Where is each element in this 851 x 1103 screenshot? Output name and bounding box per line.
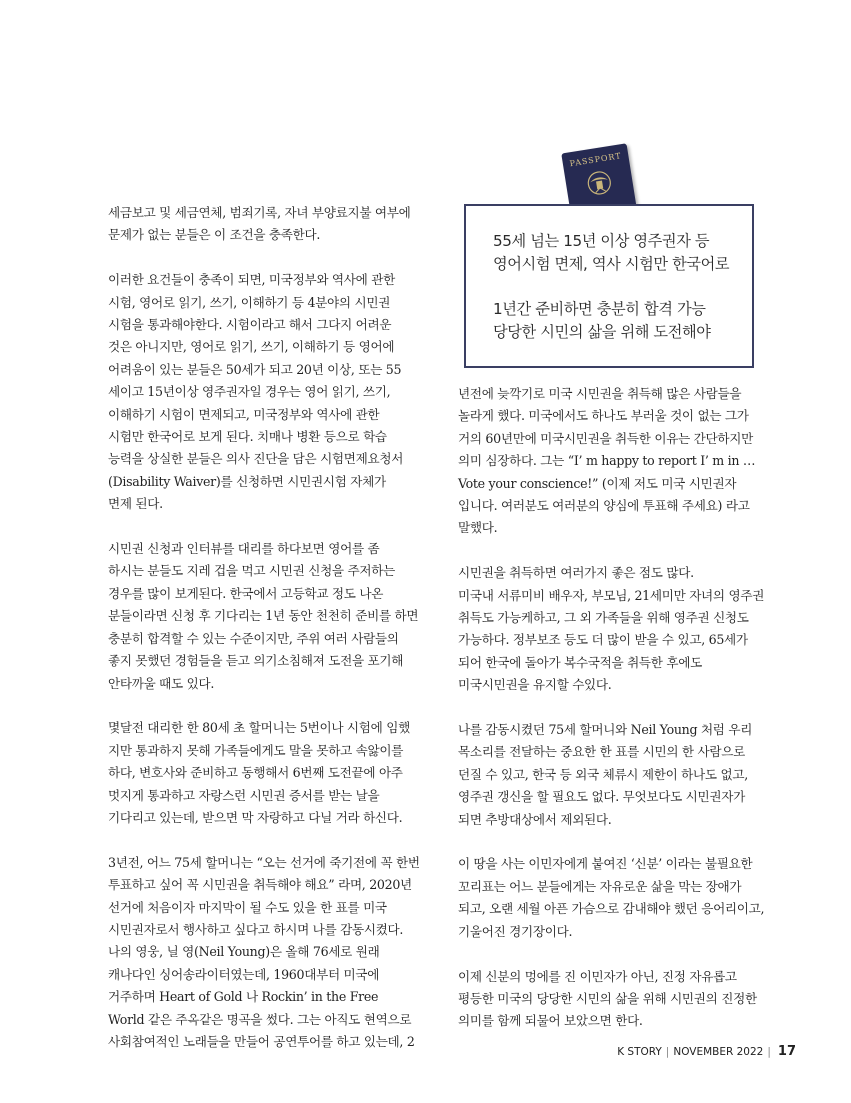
text-line: 미국내 서류미비 배우자, 부모님, 21세미만 자녀의 영주권 <box>458 587 765 603</box>
text-line: World 같은 주옥같은 명곡을 썼다. 그는 아직도 현역으로 <box>108 1011 412 1027</box>
text-line: 꼬리표는 어느 분들에게는 자유로운 삶을 막는 장애가 <box>458 878 742 894</box>
paragraph <box>458 966 768 1033</box>
paragraph <box>108 202 428 247</box>
paragraph <box>458 383 768 540</box>
paragraph <box>108 852 428 1054</box>
text-line: 선거에 처음이자 마지막이 될 수도 있을 한 표를 미국 <box>108 899 387 915</box>
text-line: 이 땅을 사는 이민자에게 붙여진 ‘신분’ 이라는 불필요한 <box>458 856 753 872</box>
magazine-name: K STORY <box>617 1046 662 1058</box>
text-line: 세이고 15년이상 영주권자일 경우는 영어 읽기, 쓰기, <box>108 384 391 400</box>
text-line: 놀라게 했다. 미국에서도 하나도 부러울 것이 없는 그가 <box>458 408 749 424</box>
text-line: 멋지게 통과하고 자랑스런 시민권 증서를 받는 날을 <box>108 787 380 803</box>
text-line: 경우를 많이 보게된다. 한국에서 고등학교 정도 나온 <box>108 585 384 601</box>
paragraph <box>458 562 768 696</box>
pull-quote-line-4: 당당한 시민의 삶을 위해 도전해야 <box>493 323 711 341</box>
text-line: 년전에 늦깍기로 미국 시민권을 취득해 많은 사람들을 <box>458 386 742 401</box>
text-line: 이해하기 시험이 면제되고, 미국정부와 역사에 관한 <box>108 406 380 422</box>
text-line: 입니다. 여러분도 여러분의 양심에 투표해 주세요) 라고 <box>458 498 750 514</box>
text-line: 사회참여적인 노래들을 만들어 공연투어를 하고 있는데, 2 <box>108 1033 415 1049</box>
text-line: 것은 아니지만, 영어로 읽기, 쓰기, 이해하기 등 영어에 <box>108 339 395 355</box>
text-line: 하시는 분들도 지레 겁을 먹고 시민권 신청을 주저하는 <box>108 563 395 579</box>
text-line: 말했다. <box>458 520 498 536</box>
footer-divider: | <box>665 1046 670 1058</box>
text-line: 문제가 없는 분들은 이 조건을 충족한다. <box>108 227 321 243</box>
text-line: 시민권자로서 행사하고 싶다고 하시며 나를 감동시켰다. <box>108 921 404 937</box>
eagle-emblem-icon <box>582 166 616 200</box>
page-number: 17 <box>777 1044 796 1059</box>
text-line: 목소리를 전달하는 중요한 한 표를 시민의 한 사람으로 <box>458 744 745 760</box>
paragraph <box>108 269 428 515</box>
text-line: 던질 수 있고, 한국 등 외국 체류시 제한이 하나도 없고, <box>458 766 748 782</box>
footer-divider: | <box>767 1046 771 1058</box>
text-line: 미국시민권을 유지할 수있다. <box>458 677 612 693</box>
text-line: 평등한 미국의 당당한 시민의 삶을 위해 시민권의 진정한 <box>458 990 757 1006</box>
text-line: 나의 영웅, 닐 영(Neil Young)은 올해 76세로 원래 <box>108 944 380 960</box>
text-line: 영주권 갱신을 할 필요도 없다. 무엇보다도 시민권자가 <box>458 789 745 805</box>
text-line: 되면 추방대상에서 제외된다. <box>458 811 612 827</box>
text-line: 이러한 요건들이 충족이 되면, 미국정부와 역사에 관한 <box>108 272 395 288</box>
text-line: 취득도 가능케하고, 그 외 가족들을 위해 영주권 신청도 <box>458 610 749 626</box>
page-footer <box>617 1044 796 1059</box>
text-line: 기울어진 경기장이다. <box>458 923 573 939</box>
right-column <box>458 383 768 1055</box>
paragraph <box>458 719 768 831</box>
text-line: 시민권 신청과 인터뷰를 대리를 하다보면 영어를 좀 <box>108 541 380 557</box>
text-line: 면제 된다. <box>108 496 163 512</box>
paragraph <box>458 853 768 943</box>
issue-date: NOVEMBER 2022 <box>673 1046 764 1058</box>
text-line: 시험을 통과해야한다. 시험이라고 해서 그다지 어려운 <box>108 317 392 333</box>
text-line: 3년전, 어느 75세 할머니는 “오는 선거에 죽기전에 꼭 한번 <box>108 854 420 870</box>
text-line: 의미를 함께 되물어 보았으면 한다. <box>458 1013 643 1029</box>
pull-quote-box <box>464 204 754 368</box>
pull-quote-line-1: 55세 넘는 15년 이상 영주권자 등 <box>493 232 710 250</box>
text-line: 기다리고 있는데, 받으면 막 자랑하고 다닐 거라 하신다. <box>108 809 403 825</box>
text-line: 능력을 상실한 분들은 의사 진단을 담은 시험면제요청서 <box>108 451 404 467</box>
text-line: 캐나다인 싱어송라이터였는데, 1960대부터 미국에 <box>108 966 380 982</box>
text-line: 의미 심장하다. 그는 “I’ m happy to report I’ m in … <box>458 453 756 469</box>
text-line: 지만 통과하지 못해 가족들에게도 말을 못하고 속앓이를 <box>108 742 404 758</box>
pull-quote-line-2: 영어시험 면제, 역사 시험만 한국어로 <box>493 255 730 273</box>
text-line: 몇달전 대리한 한 80세 초 할머니는 5번이나 시험에 임했 <box>108 720 410 736</box>
text-line: 시험만 한국어로 보게 된다. 치매나 병환 등으로 학습 <box>108 429 387 445</box>
text-line: 되고, 오랜 세월 아픈 가슴으로 감내해야 했던 응어리이고, <box>458 901 765 917</box>
text-line: 분들이라면 신청 후 기다리는 1년 동안 천천히 준비를 하면 <box>108 608 419 624</box>
text-line: 이제 신분의 멍에를 진 이민자가 아닌, 진정 자유롭고 <box>458 968 737 984</box>
paragraph <box>108 538 428 695</box>
text-line: Vote your conscience!” (이제 저도 미국 시민권자 <box>458 475 737 491</box>
text-line: 가능하다. 정부보조 등도 더 많이 받을 수 있고, 65세가 <box>458 632 748 648</box>
paragraph <box>108 717 428 829</box>
text-line: 시민권을 취득하면 여러가지 좋은 점도 많다. <box>458 565 694 581</box>
text-line: 하다, 변호사와 준비하고 동행해서 6번째 도전끝에 아주 <box>108 765 403 781</box>
text-line: 되어 한국에 돌아가 복수국적을 취득한 후에도 <box>458 654 702 670</box>
passport-label: PASSPORT <box>569 151 623 169</box>
text-line: 안타까울 때도 있다. <box>108 675 215 691</box>
text-line: 거의 60년만에 미국시민권을 취득한 이유는 간단하지만 <box>458 430 753 446</box>
pull-quote-line-3: 1년간 준비하면 충분히 합격 가능 <box>493 300 706 318</box>
text-line: 시험, 영어로 읽기, 쓰기, 이해하기 등 4분야의 시민권 <box>108 294 391 310</box>
text-line: 투표하고 싶어 꼭 시민권을 취득해야 해요” 라며, 2020년 <box>108 877 412 893</box>
text-line: 좋지 못했던 경험들을 듣고 의기소침해져 도전을 포기해 <box>108 653 404 669</box>
text-line: 세금보고 및 세금연체, 범죄기록, 자녀 부양료지불 여부에 <box>108 205 411 220</box>
text-line: 거주하며 Heart of Gold 나 Rockin’ in the Free <box>108 989 379 1005</box>
left-column <box>108 202 428 1076</box>
text-line: (Disability Waiver)를 신청하면 시민권시험 자체가 <box>108 473 386 489</box>
text-line: 어려움이 있는 분들은 50세가 되고 20년 이상, 또는 55 <box>108 361 402 377</box>
text-line: 나를 감동시켰던 75세 할머니와 Neil Young 처럼 우리 <box>458 722 753 738</box>
text-line: 충분히 합격할 수 있는 수준이지만, 주위 여러 사람들의 <box>108 630 399 646</box>
